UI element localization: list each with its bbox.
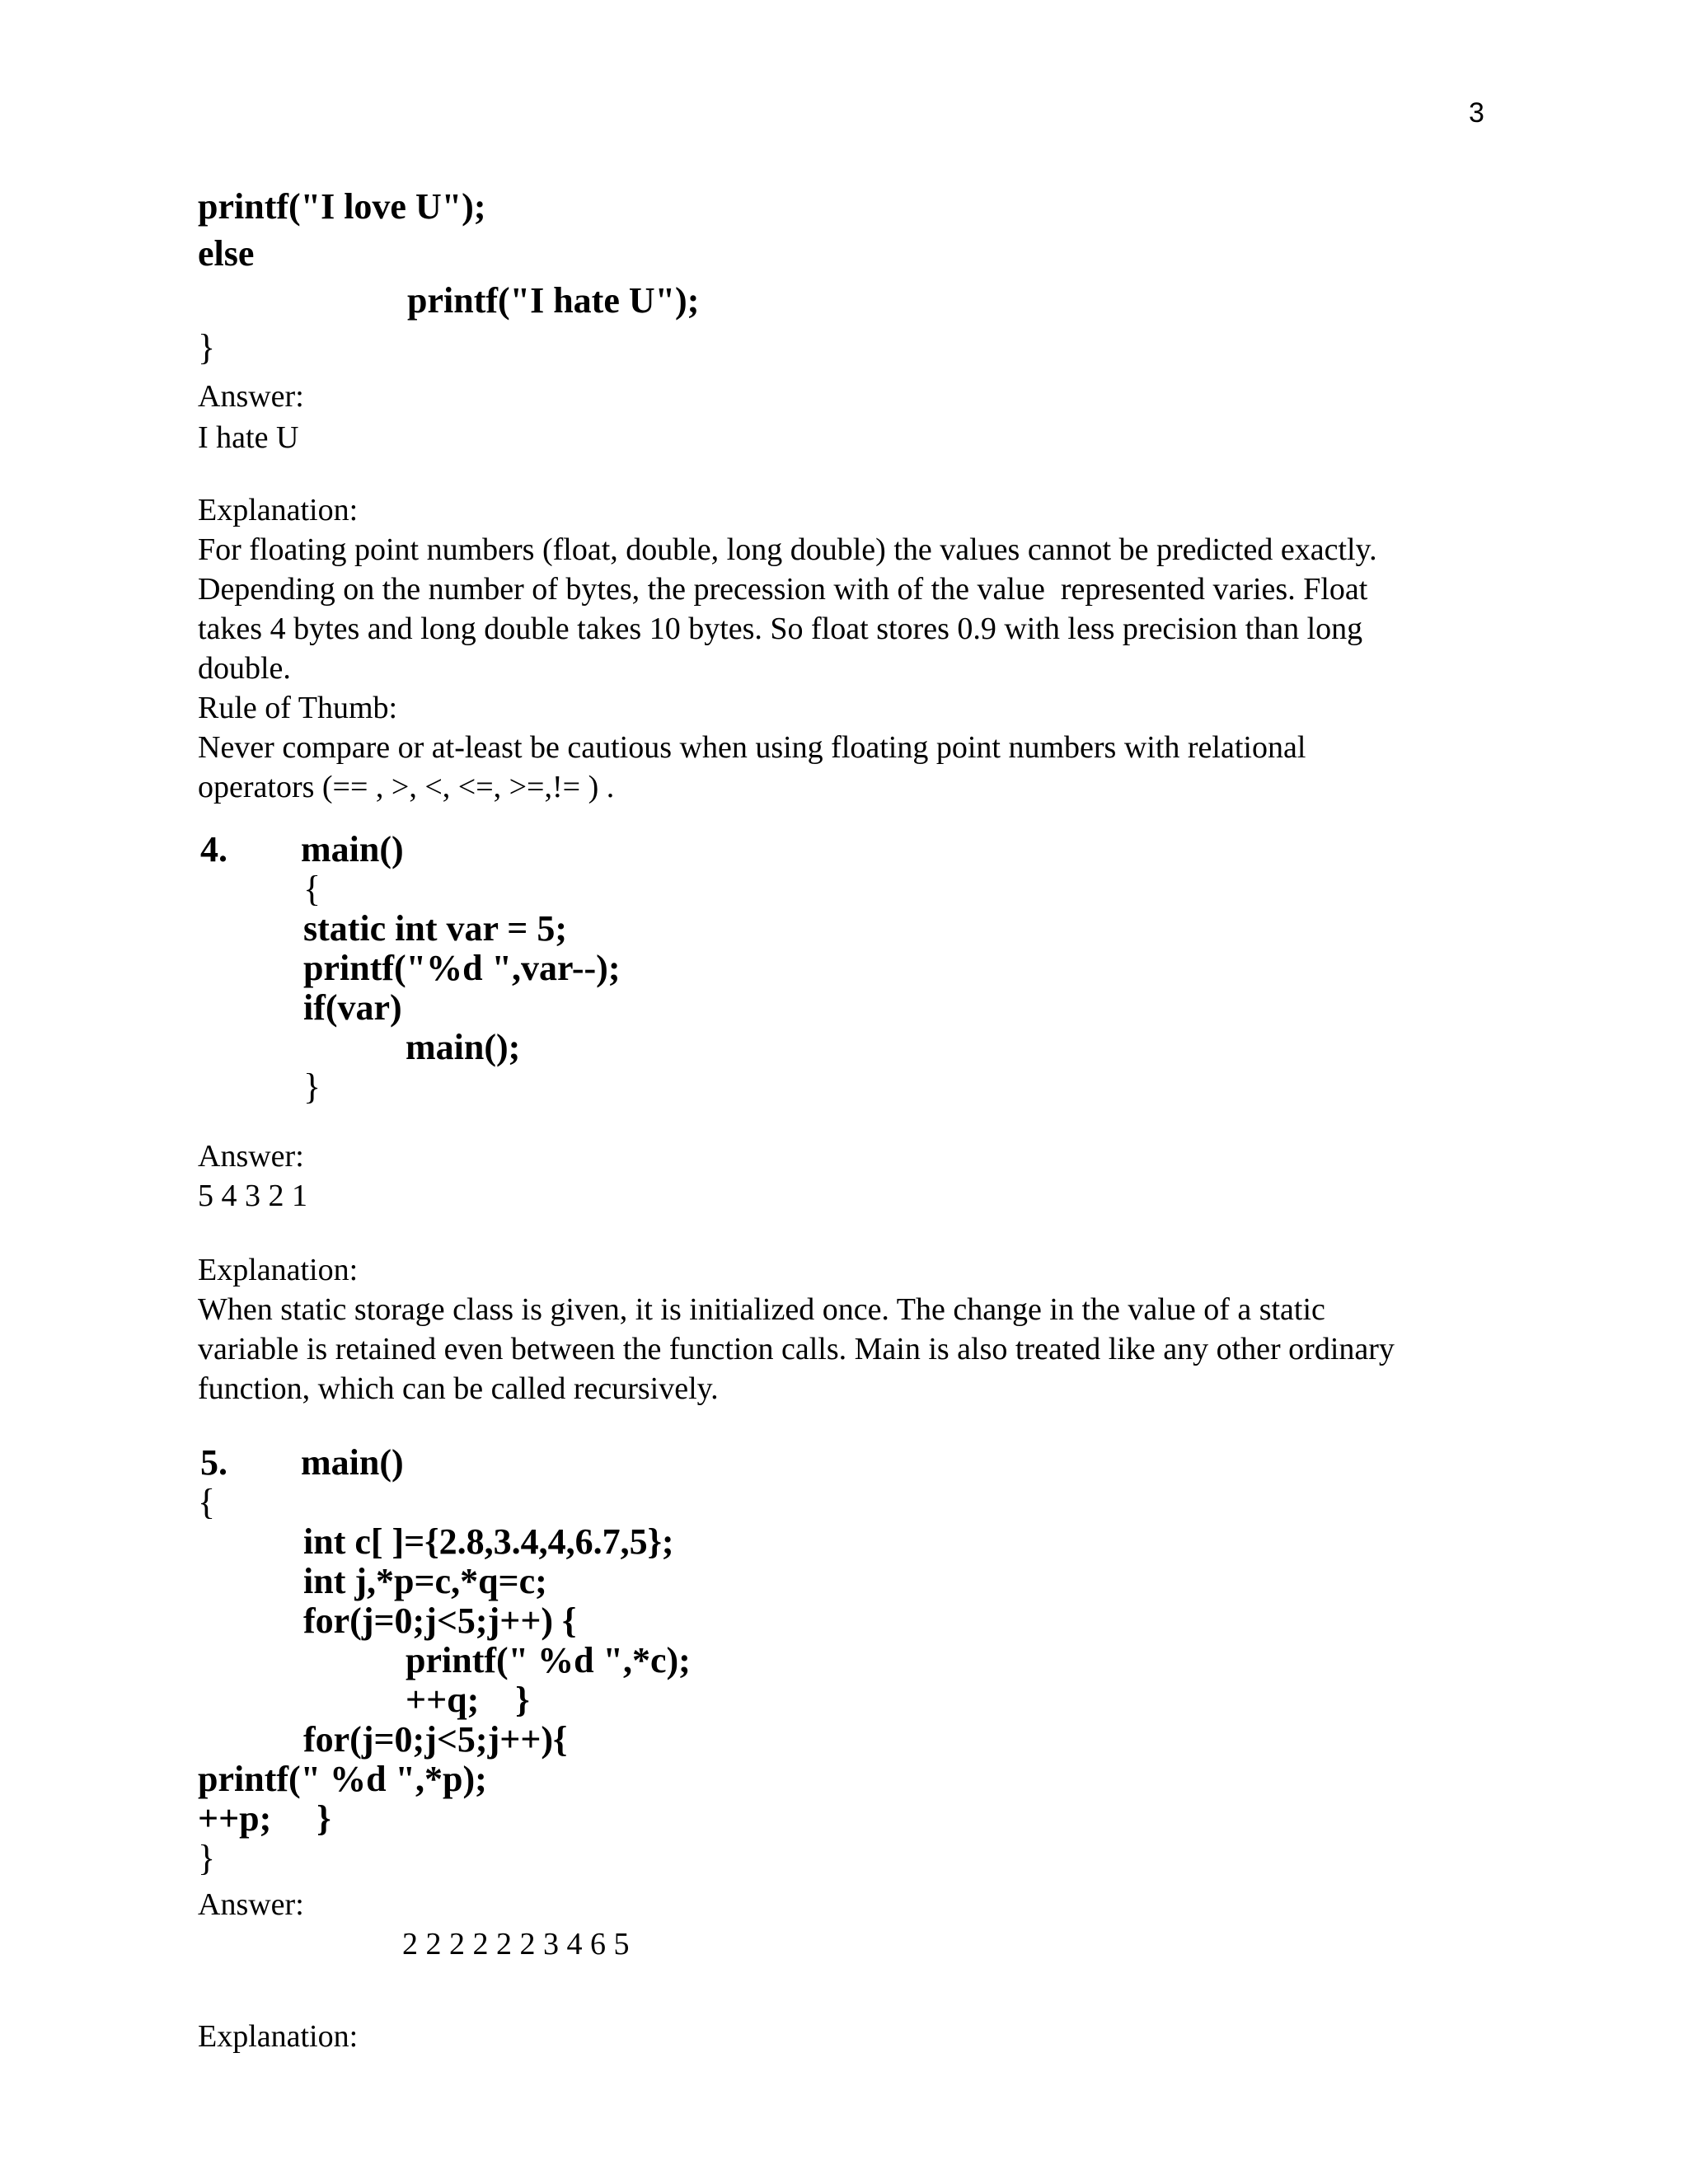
code-line: printf(" %d ",*p);	[198, 1759, 487, 1799]
explanation-text: When static storage class is given, it is initialized once. The change in the value of a static	[198, 1292, 1325, 1327]
explanation-text: For floating point numbers (float, double, long double) the values cannot be predicted exactly.	[198, 532, 1377, 567]
explanation-text: operators (== , >, <, <=, >=,!= ) .	[198, 770, 615, 804]
question-title: main()	[301, 1442, 404, 1483]
question-number: 4.	[200, 829, 227, 869]
code-line: {	[303, 869, 321, 909]
explanation-text: Never compare or at-least be cautious when using floating point numbers with relational	[198, 730, 1306, 765]
page-number: 3	[1469, 97, 1484, 129]
code-line: }	[303, 1066, 321, 1107]
answer-label: Answer:	[198, 1139, 304, 1174]
explanation-label: Explanation:	[198, 2019, 359, 2054]
code-line: main();	[406, 1027, 521, 1067]
code-line: else	[198, 233, 255, 274]
code-line: ++q; }	[406, 1680, 530, 1720]
code-line: int c[ ]={2.8,3.4,4,6.7,5};	[303, 1521, 674, 1562]
code-line: int j,*p=c,*q=c;	[303, 1561, 547, 1601]
question-title: main()	[301, 829, 404, 869]
answer-label: Answer:	[198, 1887, 304, 1922]
code-line: if(var)	[303, 987, 402, 1028]
code-line: for(j=0;j<5;j++) {	[303, 1601, 577, 1641]
explanation-label: Explanation:	[198, 1253, 359, 1287]
explanation-text: takes 4 bytes and long double takes 10 bytes. So float stores 0.9 with less precision than long	[198, 612, 1363, 646]
code-line: static int var = 5;	[303, 908, 567, 949]
explanation-label: Explanation:	[198, 493, 359, 527]
code-line: }	[198, 327, 216, 368]
code-line: {	[198, 1482, 216, 1522]
code-line: for(j=0;j<5;j++){	[303, 1719, 568, 1760]
explanation-text: function, which can be called recursively.	[198, 1371, 719, 1406]
answer-value: 5 4 3 2 1	[198, 1179, 307, 1213]
code-line: ++p; }	[198, 1798, 331, 1839]
answer-label: Answer:	[198, 379, 304, 414]
explanation-text: double.	[198, 651, 291, 686]
code-line: printf("I hate U");	[407, 280, 700, 321]
code-line: printf("I love U");	[198, 186, 486, 227]
explanation-text: Depending on the number of bytes, the precession with of the value represented varies. Float	[198, 572, 1368, 607]
question-number: 5.	[200, 1442, 227, 1483]
explanation-text: Rule of Thumb:	[198, 691, 398, 725]
code-line: printf("%d ",var--);	[303, 948, 621, 988]
code-line: }	[198, 1838, 216, 1878]
code-line: printf(" %d ",*c);	[406, 1640, 691, 1680]
answer-value: I hate U	[198, 420, 299, 455]
answer-value: 2 2 2 2 2 2 3 4 6 5	[402, 1927, 630, 1961]
explanation-text: variable is retained even between the function calls. Main is also treated like any other ordinary	[198, 1332, 1395, 1366]
